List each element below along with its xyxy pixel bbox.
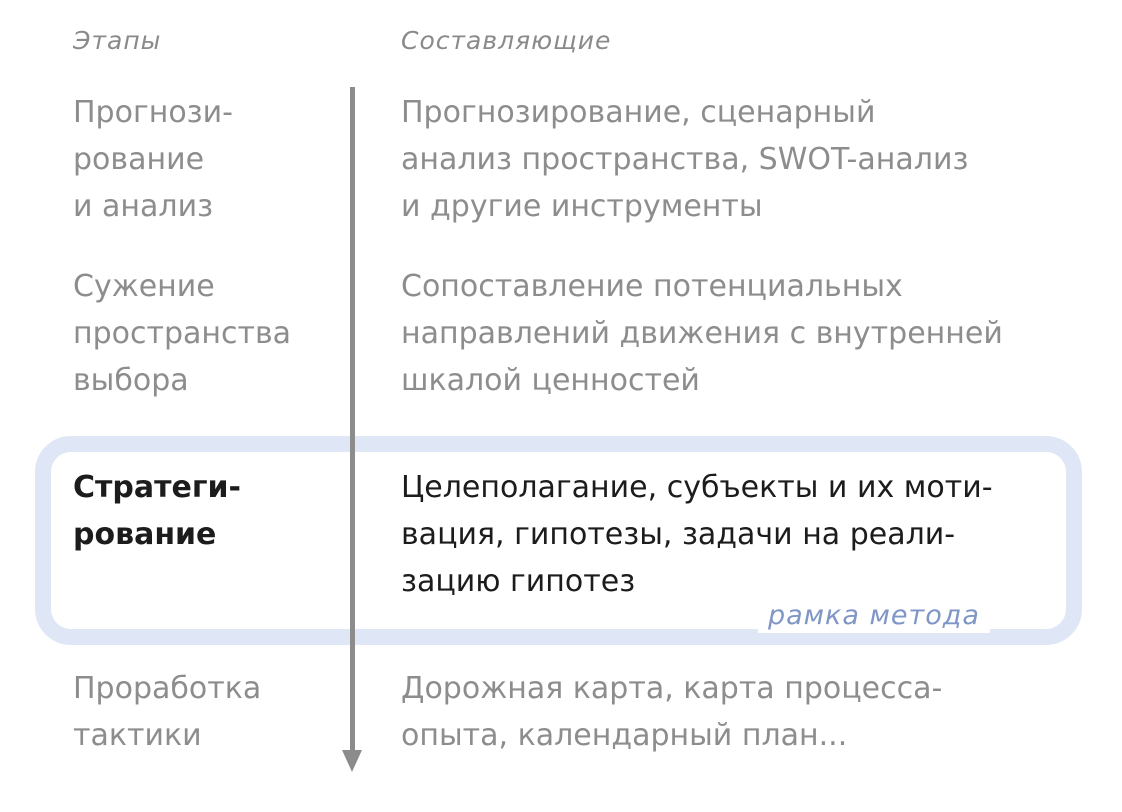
timeline-arrow-head — [342, 750, 362, 772]
stage-strategizing: Стратеги- рование — [73, 470, 242, 552]
stage-forecasting: Прогнози- рование и анализ — [73, 95, 233, 224]
stage-narrowing-choice: Сужение пространства выбора — [73, 269, 292, 398]
method-frame-label: рамка метода — [758, 598, 990, 633]
stages-column-header: Этапы — [73, 26, 162, 55]
stage-tactics: Проработка тактики — [73, 671, 262, 753]
components-narrowing-choice: Сопоставление потенциальных направлений движения с внутренней шкалой ценностей — [401, 269, 1003, 398]
components-column-header: Составляющие — [401, 26, 612, 55]
timeline-axis — [350, 87, 355, 751]
components-strategizing: Целеполагание, субъекты и их моти- вация, гипотезы, задачи на реали- зацию гипотез — [401, 470, 993, 599]
components-tactics: Дорожная карта, карта процесса- опыта, календарный план... — [401, 671, 943, 753]
components-forecasting: Прогнозирование, сценарный анализ пространства, SWOT-анализ и другие инструменты — [401, 95, 969, 224]
